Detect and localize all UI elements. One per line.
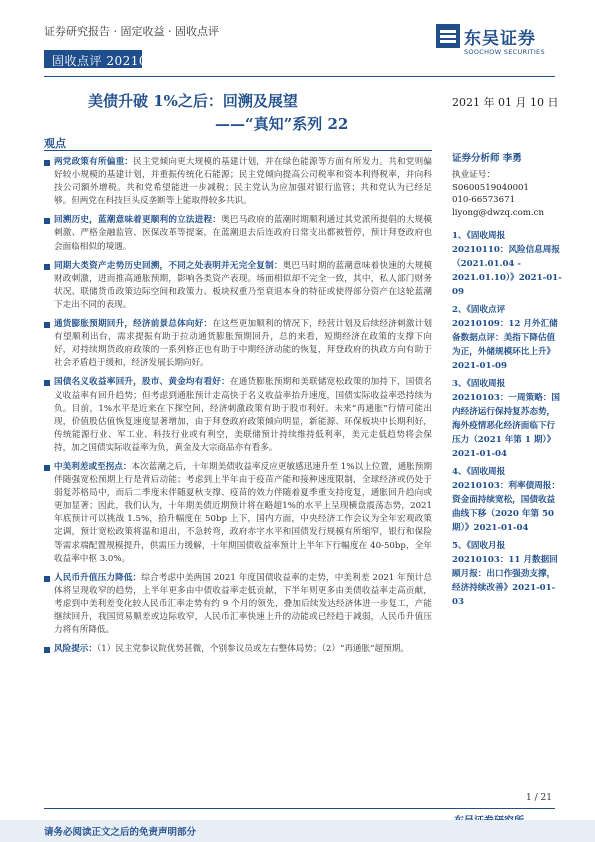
analyst-email[interactable]: liyong@dwzq.com.cn xyxy=(452,207,544,218)
bullet-square-icon xyxy=(44,218,50,224)
section-divider xyxy=(44,150,432,151)
point-heading: 同期大类资产走势历史回溯，不同之处表明并无完全复制： xyxy=(54,260,283,271)
point-heading: 通货膨胀预期回升，经济前景总体向好： xyxy=(54,319,213,330)
related-reports xyxy=(452,229,562,609)
related-report-item[interactable]: 5、《固收月报 20210103：11 月数据回顾月报：出口作强劲支撑，经济持续改善》2021-01-03 xyxy=(452,541,558,607)
bullet-square-icon xyxy=(44,380,50,386)
bullet-square-icon xyxy=(44,576,50,582)
footer-divider xyxy=(44,808,555,809)
point-text: 在通货膨胀预期和美联储宽松政策的加持下，国债名义收益率有回升趋势；但考虑到通胀预计走高快于名义收益率抬升速度，国债实际收益率恐持续为负。目前，1%水平是近来在下探空间，经济刺激政策有助于股市利好。未来“再通胀”行情可能出现，价值股估值恢复速度显著增加，由于拜登政府政策倾向明显，新能源、环保板块中长期利好，传统能源行业、军工业、科技行业或有利空，美联储预计持续维持低利率，美元走低趋势将会保持，加之国债实际收益率为负，黄金及大宗商品亦有看多。 xyxy=(54,377,432,453)
analyst-cert: 执业证号：S0600519040001 xyxy=(452,170,529,193)
related-report-item[interactable]: 1、《固收周报 20210110：风险信息周报（2021.01.04 - 2021.01.10）》2021-01-09 xyxy=(452,231,562,297)
report-date: 2021 年 01 月 10 日 xyxy=(452,96,559,109)
point-heading: 国债名义收益率回升，股市、黄金均有看好： xyxy=(54,377,230,388)
report-series-title: ——“真知”系列 22 xyxy=(215,115,349,133)
report-title: 美债升破 1%之后：回溯及展望 xyxy=(88,92,298,110)
point-item xyxy=(44,318,432,370)
point-text: 奥巴马时期的蓝潮意味着快速的大规模财政刺激，进而推高通胀预期，影响各类资产表现。场面相似却不完全一致，其中，私人部门财务状况、联储货币政策边际空间和政策力、板块权重乃至衰退本身的特征或使得部分资产在这轮蓝潮下走出不同的表现。 xyxy=(54,260,432,310)
sidebar xyxy=(452,150,562,613)
point-item xyxy=(44,643,432,656)
bullet-square-icon xyxy=(44,264,50,270)
bullet-square-icon xyxy=(44,465,50,471)
analyst-phone: 010-66573671 xyxy=(452,195,516,205)
bullet-square-icon xyxy=(44,160,50,166)
point-text: 在这些更加顺利的情况下，经营计划及后续经济刺激计划有望顺利出台，需求提振有助于拉动通货膨胀预期回升，总的来看，短期经济在政策的支撑下向好，对持续期货政府政策的一系列修正也有助于中期经济动能的恢复，拜登政府的执政方向有助于社会矛盾趋于缓和，经济发展长期向好。 xyxy=(54,319,432,369)
point-heading: 人民币升值压力降低： xyxy=(54,572,142,583)
point-item xyxy=(44,376,432,455)
point-heading: 回溯历史，蓝潮意味着更顺利的立法进程： xyxy=(54,215,222,226)
point-item xyxy=(44,461,432,566)
page-number: 1 / 21 xyxy=(526,793,552,803)
logo-mark-icon xyxy=(436,24,460,48)
related-report-item[interactable]: 4、《固收周报 20210103：利率债周报：资金面持续宽松，国债收益曲线下移（2020 年第 50 期）》2021-01-04 xyxy=(452,467,560,533)
point-item xyxy=(44,260,432,312)
bullet-square-icon xyxy=(44,647,50,653)
header-divider xyxy=(44,76,555,77)
point-text: （1）民主党参议院优势甚微，个别参议员或左右整体局势；（2）“再通胀”超预期。 xyxy=(96,644,409,655)
point-heading: 中美利差或至拐点： xyxy=(54,461,132,472)
point-heading: 风险提示： xyxy=(54,644,97,655)
point-item xyxy=(44,156,432,208)
point-item xyxy=(44,572,432,637)
company-logo xyxy=(436,20,556,64)
report-subtitle: 固收点评 20210110 xyxy=(52,54,172,68)
logo-chinese-name: 东吴证券 xyxy=(464,29,536,49)
key-points xyxy=(44,156,432,662)
analyst-name: 证券分析师 李勇 xyxy=(452,153,522,164)
point-text: 本次蓝潮之后，十年期美债收益率反应更敏感迅速升至 1%以上位置，通胀预期伴随强宽松预期上行是背后动能；考虑到上半年由于疫苗产能和接种速度限制，全球经济或仍处于弱复苏格局中，而后二季度末伴随夏秋支撑、疫苗的效力伴随着夏季重支持度复，通胀回升趋向或更加显著；因此，我们认为，十年期美债近期预计将在略超1%的水平上呈现横盘震荡态势，2021 年底预计可以挑战 1.5%，拾升幅度在 50bp 上下，国内方面，中央经济工作会议为全年宏观政策定调，预计宽松政策将温和退出，不急转弯，政府赤字水平和国债发行规模有所缩窄，银行和保险等需求端配置规模提升，供需压力缓解，十年期国债收益率预计上半年下行幅度在 40-50bp，全年收益率中枢 3.0%。 xyxy=(54,461,432,564)
bullet-square-icon xyxy=(44,322,50,328)
point-heading: 两党政策有所偏重： xyxy=(54,157,134,167)
section-label: 观点 xyxy=(44,137,66,150)
point-text: 奥巴马政府的蓝潮时期顺利通过其党派所提倡的大规模刺激、严格金融监管、医保改革等提案，在蓝潮退去后连政府日常支出都被暂停，预计拜登政府也会面临相似的境遇。 xyxy=(54,215,432,252)
footer-disclaimer: 请务必阅读正文之后的免责声明部分 xyxy=(44,827,197,838)
report-category: 证券研究报告 · 固定收益 · 固收点评 xyxy=(44,25,219,38)
related-report-item[interactable]: 2、《固收点评 20210109：12 月外汇储备数据点评：美指下降估值为正，外储规模环比上升》2021-01-09 xyxy=(452,305,558,371)
point-text: 综合考虑中美两国 2021 年度国债收益率的走势，中美利差 2021 年预计总体将呈现收窄的趋势，上半年更多由中债收益率走低贡献，下半年则更多由美债收益率走高贡献，考虑到中美利差变化较人民币汇率走势有约 9 个月的领先，叠加后续发达经济体进一步复工，产能继续回升，我国贸易顺差或边际收窄，人民币汇率快速上升的动能或已经趋于减弱，人民币升值压力将有所降低。 xyxy=(54,572,432,636)
logo-english-name: SOOCHOW SECURITIES xyxy=(464,48,545,56)
related-report-item[interactable]: 3、《固收周报 20210103：一周策略：国内经济运行保持复苏态势，海外疫情恶化经济面临下行压力（2021 年第 1 期）》2021-01-04 xyxy=(452,379,560,459)
point-text: 民主党倾向更大规模的基建计划，并在绿色能源等方面有所发力。共和党则偏好较小规模的基建计划，并重振传统化石能源；民主党倾向提高公司税率和资本利得税率，并向科技公司额外增税。共和党希望能进一步减税；民主党认为应加强对银行监管；共和党认为已经足够。但两党在科技巨头反垄断等上能取得较多共识。 xyxy=(54,157,432,207)
point-item xyxy=(44,214,432,253)
